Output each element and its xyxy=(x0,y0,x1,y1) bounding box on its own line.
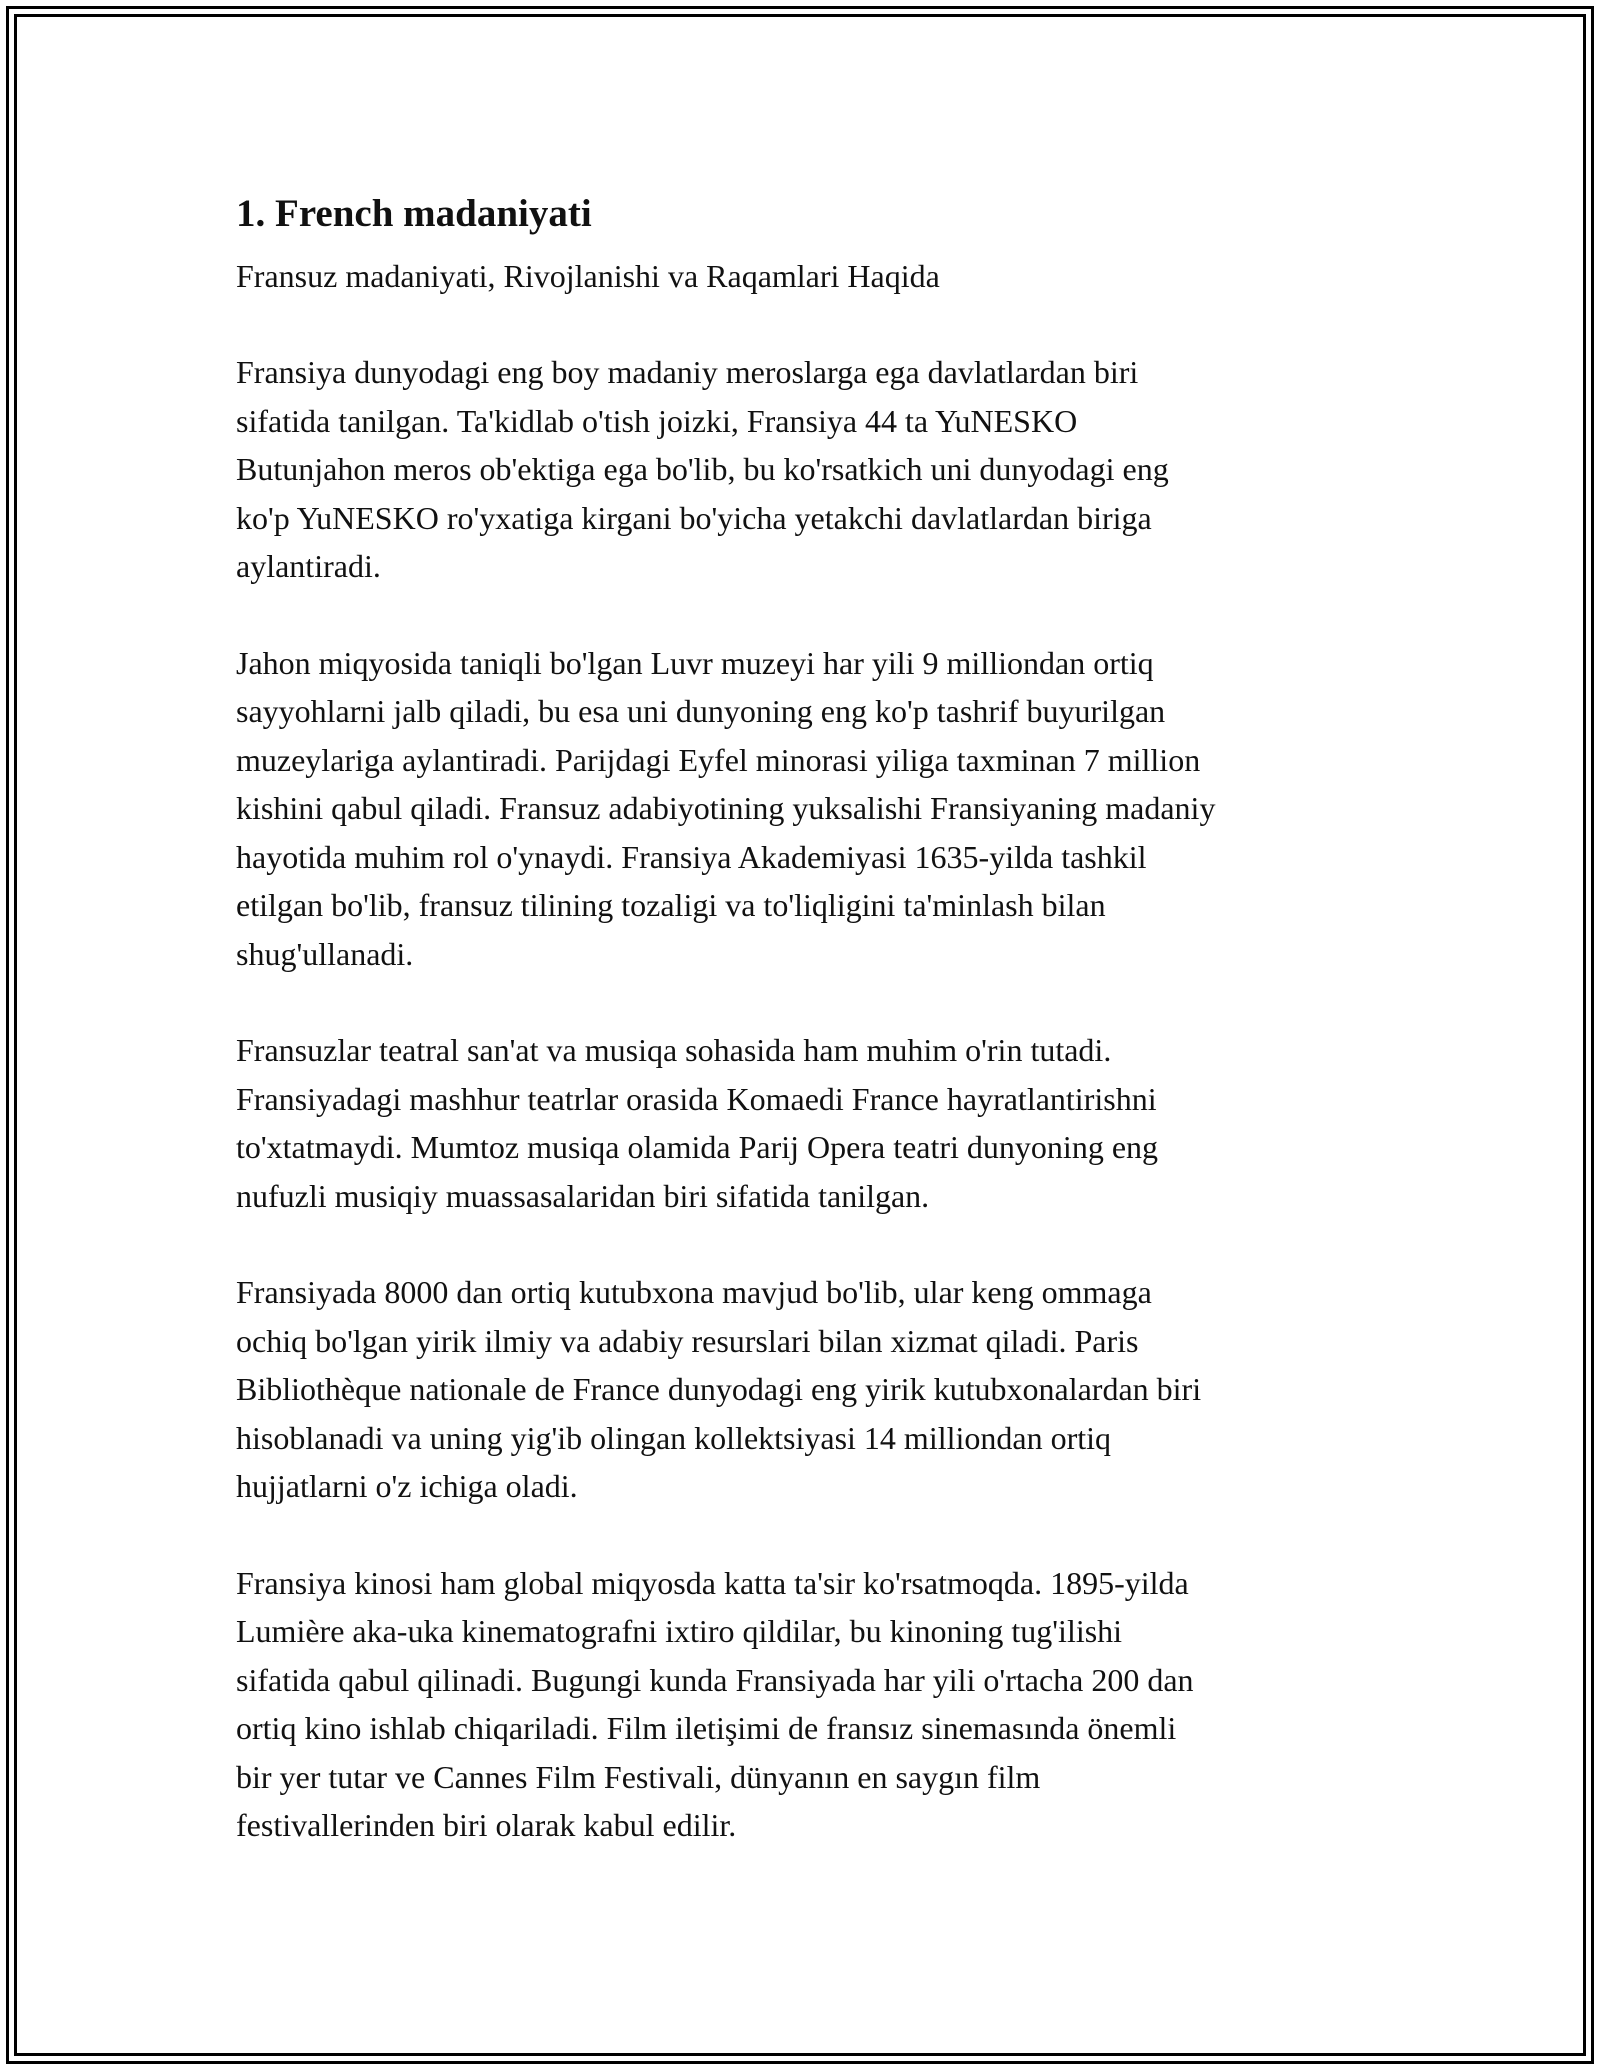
document-body xyxy=(236,186,1376,1898)
paragraph-heritage: Fransiya dunyodagi eng boy madaniy meroslarga ega davlatlardan biri sifatida tanilgan. Ta'kidlab o'tish joizki, Fransiya 44 ta YuNESKO Butunjahon meros ob'ektiga ega bo'lib, bu ko'rsatkich uni dunyodagi eng ko'p YuNESKO ro'yxatiga kirgani bo'yicha yetakchi davlatlardan biriga aylantiradi. xyxy=(236,354,1169,584)
paragraph-museums: Jahon miqyosida taniqli bo'lgan Luvr muzeyi har yili 9 milliondan ortiq sayyohlarni jalb qiladi, bu esa uni dunyoning eng ko'p tashrif buyurilgan muzeylariga aylantiradi. Parijdagi Eyfel minorasi yiliga taxminan 7 million kishini qabul qiladi. Fransuz adabiyotining yuksalishi Fransiyaning madaniy hayotida muhim rol o'ynaydi. Fransiya Akademiyasi 1635-yilda tashkil etilgan bo'lib, fransuz tilining tozaligi va to'liqligini ta'minlash bilan shug'ullanadi. xyxy=(236,644,1216,972)
document-subtitle: Fransuz madaniyati, Rivojlanishi va Raqamlari Haqida xyxy=(236,258,940,294)
paragraph-theatre-music: Fransuzlar teatral san'at va musiqa sohasida ham muhim o'rin tutadi. Fransiyadagi mashhur teatrlar orasida Komaedi France hayratlantirishni to'xtatmaydi. Mumtoz musiqa olamida Parij Opera teatri dunyoning eng nufuzli musiqiy muassasalaridan biri sifatida tanilgan. xyxy=(236,1032,1159,1214)
paragraph-cinema: Fransiya kinosi ham global miqyosda katta ta'sir ko'rsatmoqda. 1895-yilda Lumière aka-uka kinematografni ixtiro qildilar, bu kinoning tug'ilishi sifatida qabul qilinadi. Bugungi kunda Fransiyada har yili o'rtacha 200 dan ortiq kino ishlab chiqariladi. Film iletişimi de fransız sinemasında önemli bir yer tutar ve Cannes Film Festivali, dünyanın en saygın film festivallerinden biri olarak kabul edilir. xyxy=(236,1564,1194,1843)
paragraph-libraries: Fransiyada 8000 dan ortiq kutubxona mavjud bo'lib, ular keng ommaga ochiq bo'lgan yirik ilmiy va adabiy resurslari bilan xizmat qiladi. Paris Bibliothèque nationale de France dunyodagi eng yirik kutubxonalardan biri hisoblanadi va uning yig'ib olingan kollektsiyasi 14 milliondan ortiq hujjatlarni o'z ichiga oladi. xyxy=(236,1274,1202,1504)
page-title: 1. French madaniyati xyxy=(236,192,592,235)
